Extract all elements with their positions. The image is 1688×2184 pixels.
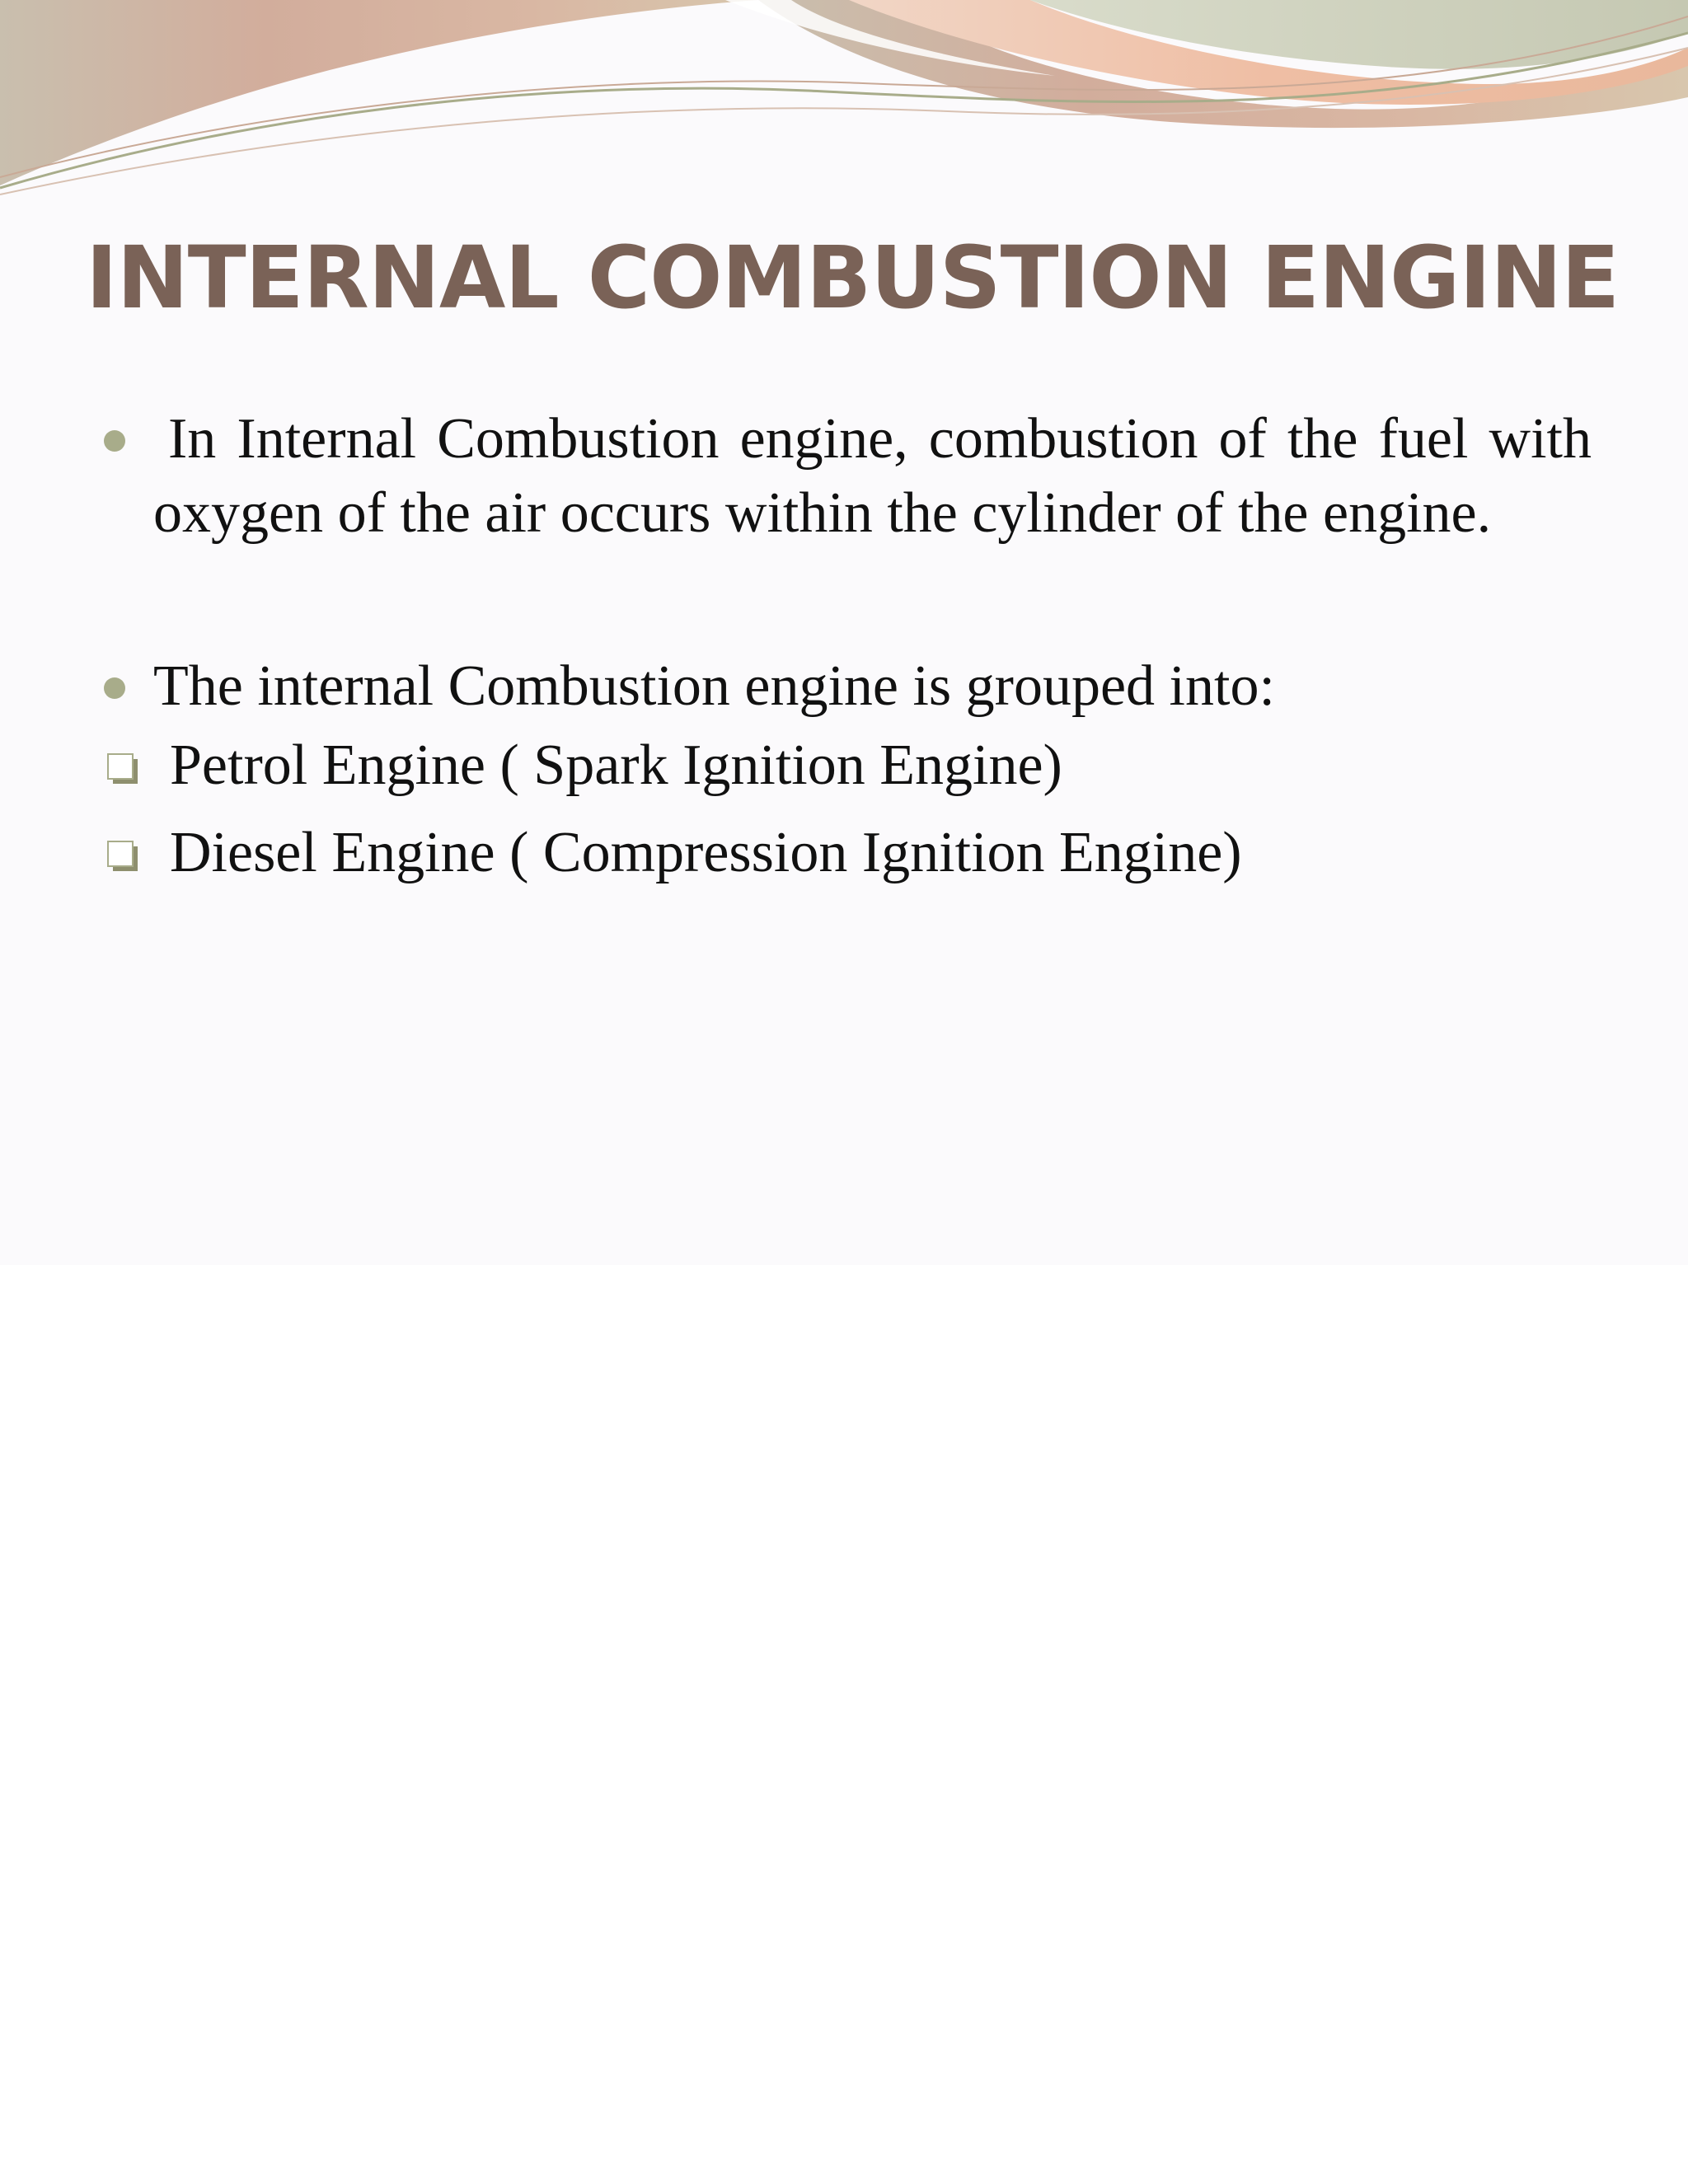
decorative-wave-banner	[0, 0, 1688, 198]
paragraph-spacer	[104, 551, 1592, 649]
bullet-text-2: The internal Combustion engine is grouped into:	[153, 654, 1275, 718]
bullet-paragraph-1	[104, 402, 1592, 551]
slide-title: INTERNAL COMBUSTION ENGINE	[86, 227, 1620, 328]
slide-content	[104, 402, 1592, 890]
sub-item-diesel-engine	[104, 816, 1592, 890]
bullet-paragraph-2	[104, 649, 1592, 724]
sub-item-text-diesel: Diesel Engine ( Compression Ignition Engine)	[170, 821, 1242, 884]
shadowed-square-bullet-icon	[107, 841, 138, 872]
sub-item-text-petrol: Petrol Engine ( Spark Ignition Engine)	[170, 733, 1062, 797]
bullet-text-1: In Internal Combustion engine, combustion of the fuel with oxygen of the air occurs within the cylinder of the engine.	[153, 407, 1592, 545]
round-bullet-icon	[104, 677, 125, 699]
sub-item-petrol-engine	[104, 729, 1592, 803]
shadowed-square-bullet-icon	[107, 753, 138, 785]
round-bullet-icon	[104, 430, 125, 452]
